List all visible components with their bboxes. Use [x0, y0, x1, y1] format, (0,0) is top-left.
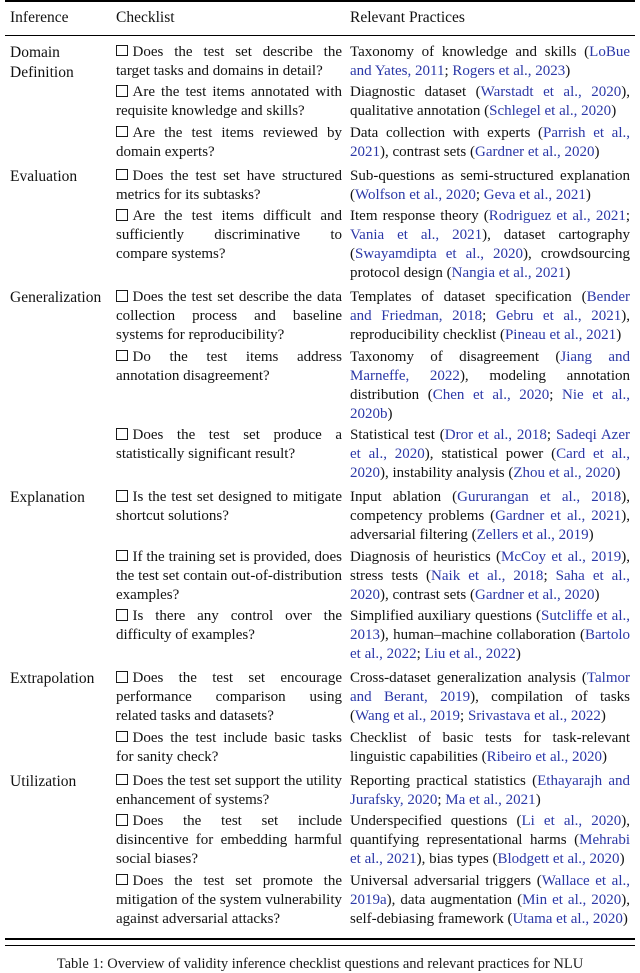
- header-practices: Relevant Practices: [350, 9, 465, 26]
- practice-text: Universal adversarial triggers (: [350, 872, 542, 889]
- citation-link[interactable]: Warstadt et al., 2020: [480, 84, 622, 100]
- table-row: [116, 812, 630, 869]
- practice-text: Checklist of basic tests for task-relevant linguistic capabilities (: [350, 729, 630, 765]
- checklist-item: [116, 348, 342, 424]
- checklist-item: [116, 288, 342, 345]
- practice-text: ), compilation of tasks (: [350, 689, 630, 724]
- practice-text: ;: [416, 646, 425, 662]
- checkbox-icon: [116, 85, 128, 97]
- practice-text: Statistical test (: [350, 427, 445, 443]
- question-text: Is there any control over the difficulty of examples?: [116, 608, 342, 643]
- table-row: [116, 669, 630, 726]
- table-bottom-rule-thick: [5, 938, 635, 940]
- citation-link[interactable]: Geva et al., 2021: [483, 186, 586, 203]
- practice-text: ), bias types (: [416, 851, 498, 867]
- checklist-item: [116, 548, 342, 605]
- section-rows: [116, 769, 630, 931]
- checkbox-icon: [116, 126, 128, 138]
- citation-link[interactable]: Ethayarajh and Jurafsky, 2020: [350, 772, 631, 808]
- checkbox-icon: [116, 290, 128, 302]
- practice-text: ): [602, 748, 608, 765]
- table-section: [10, 40, 630, 164]
- table-section: [10, 486, 630, 667]
- checkbox-icon: [116, 490, 128, 502]
- practice-text: ), statistical power (: [424, 446, 557, 462]
- practice-text: Data collection with experts (: [350, 124, 544, 141]
- question-text: Is the test set designed to mitigate shortcut solutions?: [116, 489, 342, 524]
- table-row: [116, 548, 630, 605]
- practice-text: ), data augmentation (: [386, 891, 523, 908]
- citation-link[interactable]: Parrish et al., 2021: [350, 124, 630, 160]
- table-row: [116, 772, 630, 810]
- practice-text: ), adversarial filtering (: [350, 508, 630, 543]
- practices-cell: [350, 548, 630, 605]
- citation-link[interactable]: Sadeqi Azer et al., 2020: [350, 427, 630, 462]
- checkbox-icon: [116, 671, 128, 683]
- checklist-item: [116, 43, 342, 81]
- question-text: Are the test items difficult and sufficiently discriminative to compare systems?: [116, 208, 342, 262]
- practice-text: ), qualitative annotation (: [350, 84, 630, 119]
- citation-link[interactable]: Gardner et al., 2020: [474, 143, 595, 160]
- practice-text: Reporting practical statistics (: [350, 772, 538, 789]
- header-checklist: Checklist: [116, 9, 175, 26]
- practice-text: ), crowdsourcing protocol design (: [350, 246, 630, 281]
- practice-text: ): [619, 851, 625, 867]
- practice-text: Item response theory (: [350, 208, 489, 224]
- table-row: [116, 607, 630, 664]
- citation-link[interactable]: Liu et al., 2022: [424, 646, 516, 662]
- table-row: [116, 729, 630, 767]
- citation-link[interactable]: Rogers et al., 2023: [452, 62, 566, 79]
- citation-link[interactable]: Zhou et al., 2020: [513, 465, 616, 481]
- header-inference: Inference: [10, 9, 69, 26]
- checkbox-icon: [116, 350, 128, 362]
- practice-text: ): [565, 62, 571, 79]
- inference-label: Explanation: [10, 489, 85, 506]
- table-header: [5, 2, 635, 35]
- checkbox-icon: [116, 550, 128, 562]
- practice-text: ): [535, 791, 541, 808]
- practice-text: ), instability analysis (: [380, 465, 514, 481]
- checkbox-icon: [116, 731, 128, 743]
- practices-cell: [350, 772, 630, 810]
- section-rows: [116, 486, 630, 667]
- citation-link[interactable]: Nie et al., 2020b: [350, 386, 631, 422]
- citation-link[interactable]: Rodriguez et al., 2021: [488, 208, 626, 224]
- checkbox-icon: [116, 45, 128, 57]
- practice-text: Sub-questions as semi-structured explanation (: [350, 167, 630, 203]
- table-row: [116, 167, 630, 205]
- practice-text: ): [585, 186, 591, 203]
- practice-text: ): [600, 708, 606, 724]
- practice-text: ): [616, 327, 622, 343]
- citation-link[interactable]: Talmor and Berant, 2019: [350, 670, 630, 705]
- checklist-item: [116, 167, 342, 205]
- practice-text: Taxonomy of disagreement (: [350, 348, 561, 365]
- practice-text: ;: [549, 386, 563, 403]
- question-text: Does the test set describe the target tasks and domains in detail?: [116, 43, 342, 79]
- checklist-item: [116, 812, 342, 869]
- citation-link[interactable]: Bender and Friedman, 2018: [350, 289, 630, 324]
- citation-link[interactable]: Gururangan et al., 2018: [457, 489, 622, 505]
- citation-link[interactable]: Gardner et al., 2020: [474, 586, 595, 603]
- citation-link[interactable]: Ma et al., 2021: [445, 791, 536, 808]
- table-section: [10, 286, 630, 486]
- table-row: [116, 207, 630, 283]
- table-caption: Table 1: Overview of validity inference checklist questions and relevant practices for NLU: [56, 955, 584, 972]
- practices-cell: [350, 426, 630, 483]
- table-row: [116, 426, 630, 483]
- checklist-item: [116, 83, 342, 121]
- checklist-item: [116, 772, 342, 810]
- section-rows: [116, 667, 630, 770]
- citation-link[interactable]: Swayamdipta et al., 2020: [355, 246, 524, 262]
- checklist-item: [116, 669, 342, 726]
- citation-link[interactable]: Li et al., 2020: [521, 813, 622, 829]
- practice-text: ): [588, 527, 594, 543]
- checkbox-icon: [116, 169, 128, 181]
- citation-link[interactable]: Wang et al., 2019: [355, 708, 461, 724]
- checklist-item: [116, 729, 342, 767]
- citation-link[interactable]: Bartolo et al., 2022: [350, 627, 630, 662]
- citation-link[interactable]: Nangia et al., 2021: [451, 265, 566, 281]
- question-text: Does the test set describe the data collection process and baseline systems for reproducibility?: [116, 289, 342, 343]
- citation-link[interactable]: Gebru et al., 2021: [495, 308, 622, 324]
- practices-cell: [350, 83, 630, 121]
- question-text: Does the test set have structured metrics for its subtasks?: [116, 167, 342, 203]
- practice-text: ), dataset cartography (: [350, 227, 630, 262]
- table-row: [116, 83, 630, 121]
- practice-text: ), stress tests (: [350, 548, 631, 584]
- citation-link[interactable]: Dror et al., 2018: [444, 427, 547, 443]
- citation-link[interactable]: Min et al., 2020: [522, 891, 622, 908]
- practices-cell: [350, 124, 630, 162]
- practice-text: ): [622, 910, 628, 927]
- question-text: Does the test set produce a statistically significant result?: [116, 427, 342, 462]
- table-bottom-rule-thin: [5, 945, 635, 946]
- practices-cell: [350, 167, 630, 205]
- checkbox-icon: [116, 814, 128, 826]
- citation-link[interactable]: Chen et al., 2020: [432, 386, 550, 403]
- checkbox-icon: [116, 428, 128, 440]
- table-section: [10, 667, 630, 770]
- table-row: [116, 124, 630, 162]
- question-text: If the training set is provided, does the test set contain out-of-distribution examples?: [116, 548, 342, 603]
- table-body: [5, 36, 635, 933]
- table-section: [10, 769, 630, 931]
- question-text: Does the test set support the utility enhancement of systems?: [116, 772, 342, 808]
- citation-link[interactable]: Gardner et al., 2021: [495, 508, 622, 524]
- table-section: [10, 164, 630, 286]
- practice-text: ;: [437, 791, 446, 808]
- checkbox-icon: [116, 874, 128, 886]
- practice-text: ), contrast sets (: [380, 143, 475, 160]
- practice-text: ;: [543, 567, 556, 584]
- practice-text: ;: [625, 208, 630, 224]
- inference-label: Generalization: [10, 289, 102, 306]
- practice-text: ): [565, 265, 571, 281]
- practice-text: ), quantifying representational harms (: [350, 813, 630, 848]
- checkbox-icon: [116, 209, 128, 221]
- inference-label: Domain Definition: [10, 43, 74, 81]
- practice-text: Input ablation (: [350, 489, 458, 505]
- practice-text: Cross-dataset generalization analysis (: [350, 670, 587, 686]
- citation-link[interactable]: McCoy et al., 2019: [501, 548, 622, 565]
- practice-text: Taxonomy of knowledge and skills (: [350, 43, 590, 60]
- citation-link[interactable]: Naik et al., 2018: [431, 567, 544, 584]
- practice-text: ;: [444, 62, 453, 79]
- practices-cell: [350, 288, 630, 345]
- practices-cell: [350, 812, 630, 869]
- practices-cell: [350, 43, 630, 81]
- practice-text: ): [515, 646, 521, 662]
- checklist-item: [116, 207, 342, 283]
- practice-text: ): [615, 465, 621, 481]
- table-row: [116, 872, 630, 929]
- question-text: Does the test include basic tasks for sanity check?: [116, 729, 342, 765]
- practices-cell: [350, 488, 630, 545]
- section-rows: [116, 286, 630, 486]
- practice-text: ): [387, 405, 393, 422]
- practice-text: Underspecified questions (: [350, 813, 522, 829]
- practices-cell: [350, 669, 630, 726]
- citation-link[interactable]: Sutcliffe et al., 2013: [350, 608, 631, 643]
- practice-text: ;: [475, 186, 484, 203]
- checklist-item: [116, 607, 342, 664]
- practice-text: ), modeling annotation distribution (: [350, 367, 630, 403]
- citation-link[interactable]: Wolfson et al., 2020: [355, 186, 476, 203]
- citation-link[interactable]: Jiang and Marneffe, 2022: [350, 348, 630, 384]
- inference-label: Extrapolation: [10, 670, 95, 687]
- practices-cell: [350, 348, 630, 424]
- practice-text: ;: [546, 427, 556, 443]
- citation-link[interactable]: Wallace et al., 2019a: [350, 872, 630, 908]
- inference-label: Utilization: [10, 772, 77, 790]
- practice-text: ): [594, 586, 600, 603]
- question-text: Does the test set promote the mitigation of the system vulnerability against adversarial attacks?: [116, 872, 342, 927]
- checkbox-icon: [116, 609, 128, 621]
- checklist-item: [116, 488, 342, 545]
- practices-cell: [350, 872, 630, 929]
- question-text: Are the test items annotated with requisite knowledge and skills?: [116, 84, 342, 119]
- citation-link[interactable]: Vania et al., 2021: [350, 227, 483, 243]
- practice-text: Diagnosis of heuristics (: [350, 548, 502, 565]
- practice-text: ): [611, 103, 617, 119]
- table-row: [116, 288, 630, 345]
- section-rows: [116, 40, 630, 164]
- practices-cell: [350, 729, 630, 767]
- practice-text: ), self-debiasing framework (: [350, 891, 630, 927]
- question-text: Are the test items reviewed by domain experts?: [116, 124, 342, 160]
- citation-link[interactable]: Blodgett et al., 2020: [497, 851, 620, 867]
- practices-cell: [350, 207, 630, 283]
- practice-text: ;: [460, 708, 468, 724]
- citation-link[interactable]: Srivastava et al., 2022: [467, 708, 601, 724]
- section-rows: [116, 164, 630, 286]
- practice-text: ), competency problems (: [350, 489, 630, 524]
- practice-text: Templates of dataset specification (: [350, 289, 587, 305]
- table-row: [116, 43, 630, 81]
- question-text: Does the test set encourage performance comparison using related tasks and datasets?: [116, 670, 342, 724]
- practice-text: ), contrast sets (: [380, 586, 475, 603]
- citation-link[interactable]: Schlegel et al., 2020: [489, 103, 612, 119]
- table-row: [116, 488, 630, 545]
- checklist-item: [116, 124, 342, 162]
- practice-text: ;: [482, 308, 496, 324]
- inference-label: Evaluation: [10, 167, 78, 185]
- citation-link[interactable]: Zellers et al., 2019: [476, 527, 589, 543]
- citation-link[interactable]: Card et al., 2020: [350, 446, 630, 481]
- question-text: Does the test set include disincentive for embedding harmful social biases?: [116, 813, 342, 867]
- checkbox-icon: [116, 774, 128, 786]
- checklist-item: [116, 872, 342, 929]
- checklist-item: [116, 426, 342, 483]
- citation-link[interactable]: Utama et al., 2020: [512, 910, 623, 927]
- citation-link[interactable]: LoBue and Yates, 2011: [350, 43, 630, 79]
- citation-link[interactable]: Ribeiro et al., 2020: [486, 748, 603, 765]
- practice-text: Simplified auxiliary questions (: [350, 608, 542, 624]
- question-text: Do the test items address annotation disagreement?: [116, 348, 342, 384]
- citation-link[interactable]: Mehrabi et al., 2021: [350, 832, 630, 867]
- citation-link[interactable]: Saha et al., 2020: [350, 567, 630, 603]
- practice-text: ), reproducibility checklist (: [350, 308, 630, 343]
- practices-cell: [350, 607, 630, 664]
- practice-text: ): [594, 143, 600, 160]
- citation-link[interactable]: Pineau et al., 2021: [504, 327, 617, 343]
- practice-text: Diagnostic dataset (: [350, 84, 481, 100]
- table-row: [116, 348, 630, 424]
- practice-text: ), human–machine collaboration (: [380, 627, 585, 643]
